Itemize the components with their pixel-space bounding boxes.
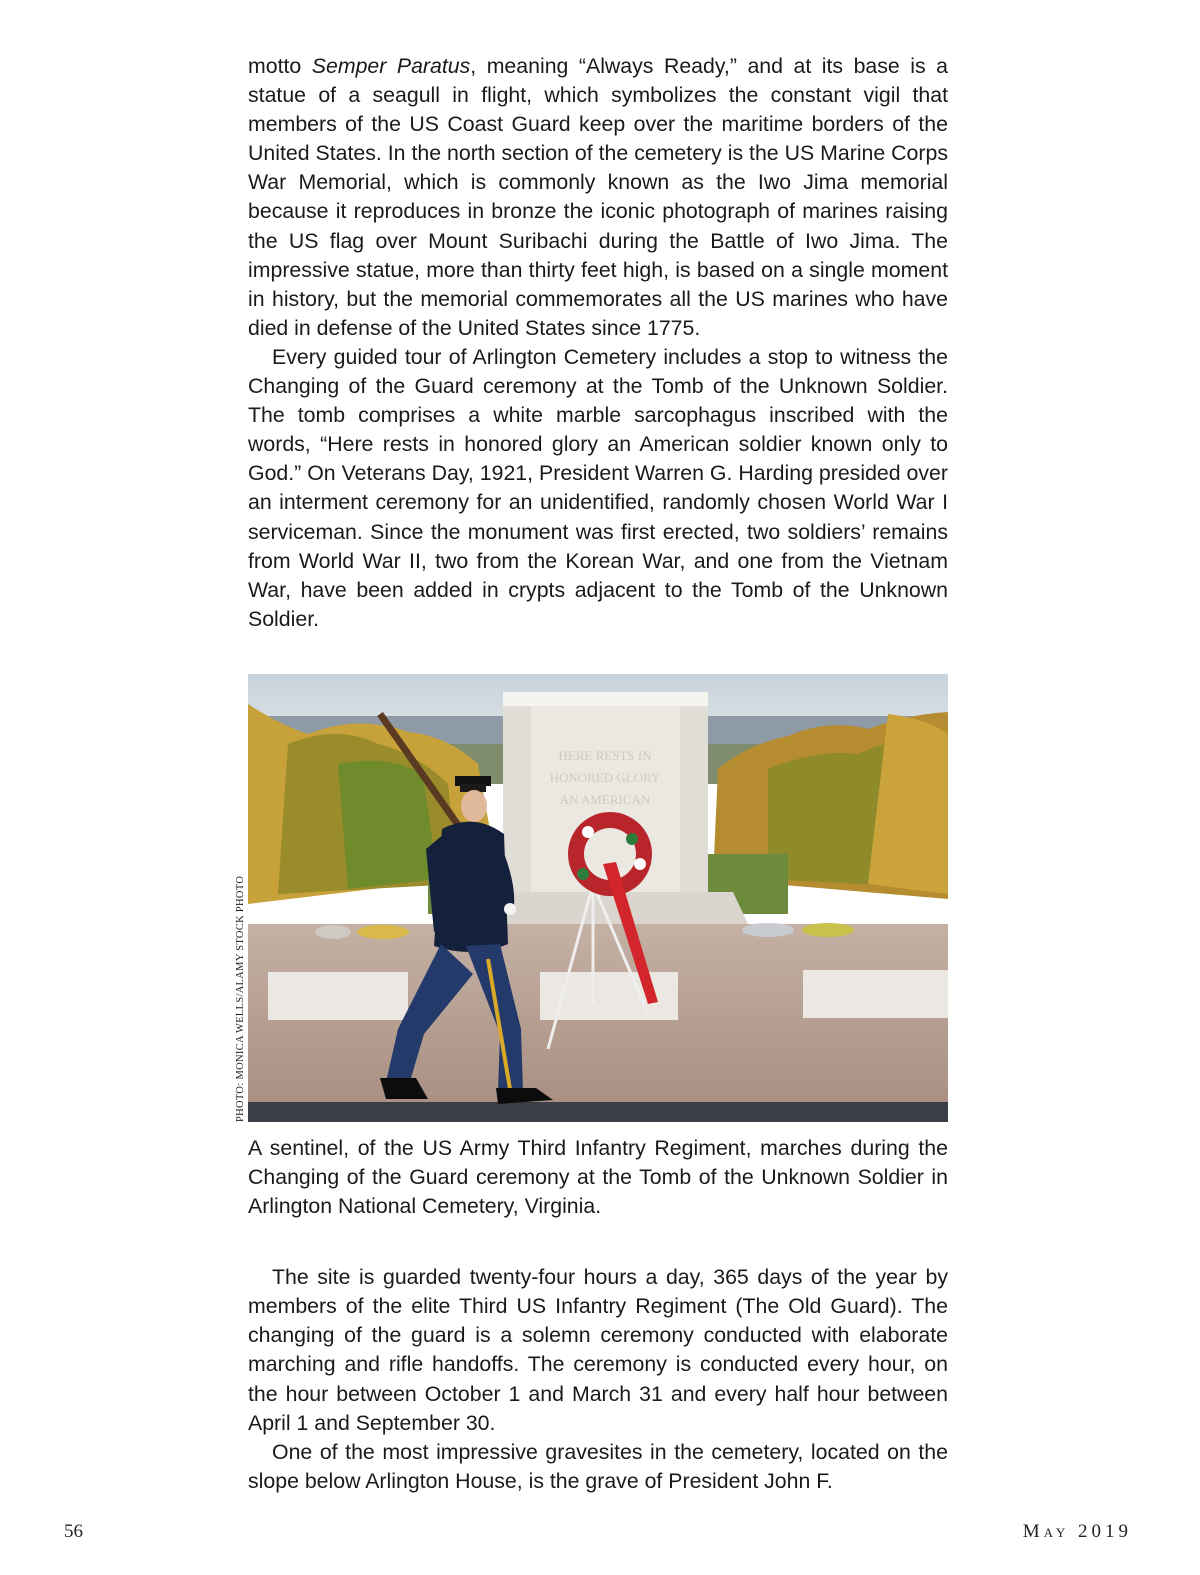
- crypt-right: [803, 970, 948, 1018]
- article-column: [235, 52, 948, 1496]
- paragraph-2: Every guided tour of Arlington Cemetery includes a stop to witness the Changing of the Guard ceremony at the Tomb of the Unknown Soldier. The tomb comprises a white marble sarcophagus inscribed with the words, “Here rests in honored glory an American soldier known only to God.” On Veterans Day, 1921, President Warren G. Harding presided over an interment ceremony for an unidentified, randomly chosen World War I serviceman. Since the monument was first erected, two soldiers’ remains from World War II, two from the Korean War, and one from the Vietnam War, have been added in crypts adjacent to the Tomb of the Unknown Soldier.: [248, 344, 948, 631]
- tomb-inscription-3: AN AMERICAN: [559, 791, 651, 807]
- photo-credit: PHOTO: MONICA WELLS/ALAMY STOCK PHOTO: [235, 875, 246, 1122]
- paragraph-3: The site is guarded twenty-four hours a day, 365 days of the year by members of the elite Third US Infantry Regiment (The Old Guard). The changing of the guard is a solemn ceremony conducted with elaborate marching and rifle handoffs. The ceremony is conducted every hour, on the hour between October 1 and March 31 and every half hour between April 1 and September 30.: [248, 1265, 948, 1435]
- crypt-left: [268, 972, 408, 1020]
- photo-caption: A sentinel, of the US Army Third Infantry Regiment, marches during the Changing of the Guard ceremony at the Tomb of the Unknown Soldier in Arlington National Cemetery, Virginia.: [248, 1135, 948, 1219]
- paragraph-4: One of the most impressive gravesites in the cemetery, located on the slope below Arlington House, is the grave of President John F.: [248, 1439, 948, 1493]
- paragraph-1-lead: motto: [248, 54, 312, 78]
- tomb-inscription-1: HERE RESTS IN: [558, 747, 652, 763]
- photo-figure: [235, 674, 948, 1122]
- paragraph-1-body: , meaning “Always Ready,” and at its base is a statue of a seagull in flight, which symbolizes the constant vigil that members of the US Coast Guard keep over the maritime borders of the United States. In the north section of the cemetery is the US Marine Corps War Memorial, which is commonly known as the Iwo Jima memorial because it reproduces in bronze the iconic photograph of marines raising the US flag over Mount Suribachi during the Battle of Iwo Jima. The impressive statue, more than thirty feet high, is based on a single moment in history, but the memorial commemorates all the US marines who have died in defense of the United States since 1775.: [248, 54, 948, 340]
- motto-italic: Semper Paratus: [311, 54, 471, 78]
- paragraph-1: [248, 52, 948, 343]
- crypt-center: [540, 972, 678, 1020]
- page-number: 56: [64, 1521, 83, 1542]
- issue-date: May 2019: [1022, 1521, 1132, 1542]
- tomb-inscription-2: HONORED GLORY: [549, 769, 661, 785]
- tomb-of-unknown-soldier-photo: [248, 674, 948, 1122]
